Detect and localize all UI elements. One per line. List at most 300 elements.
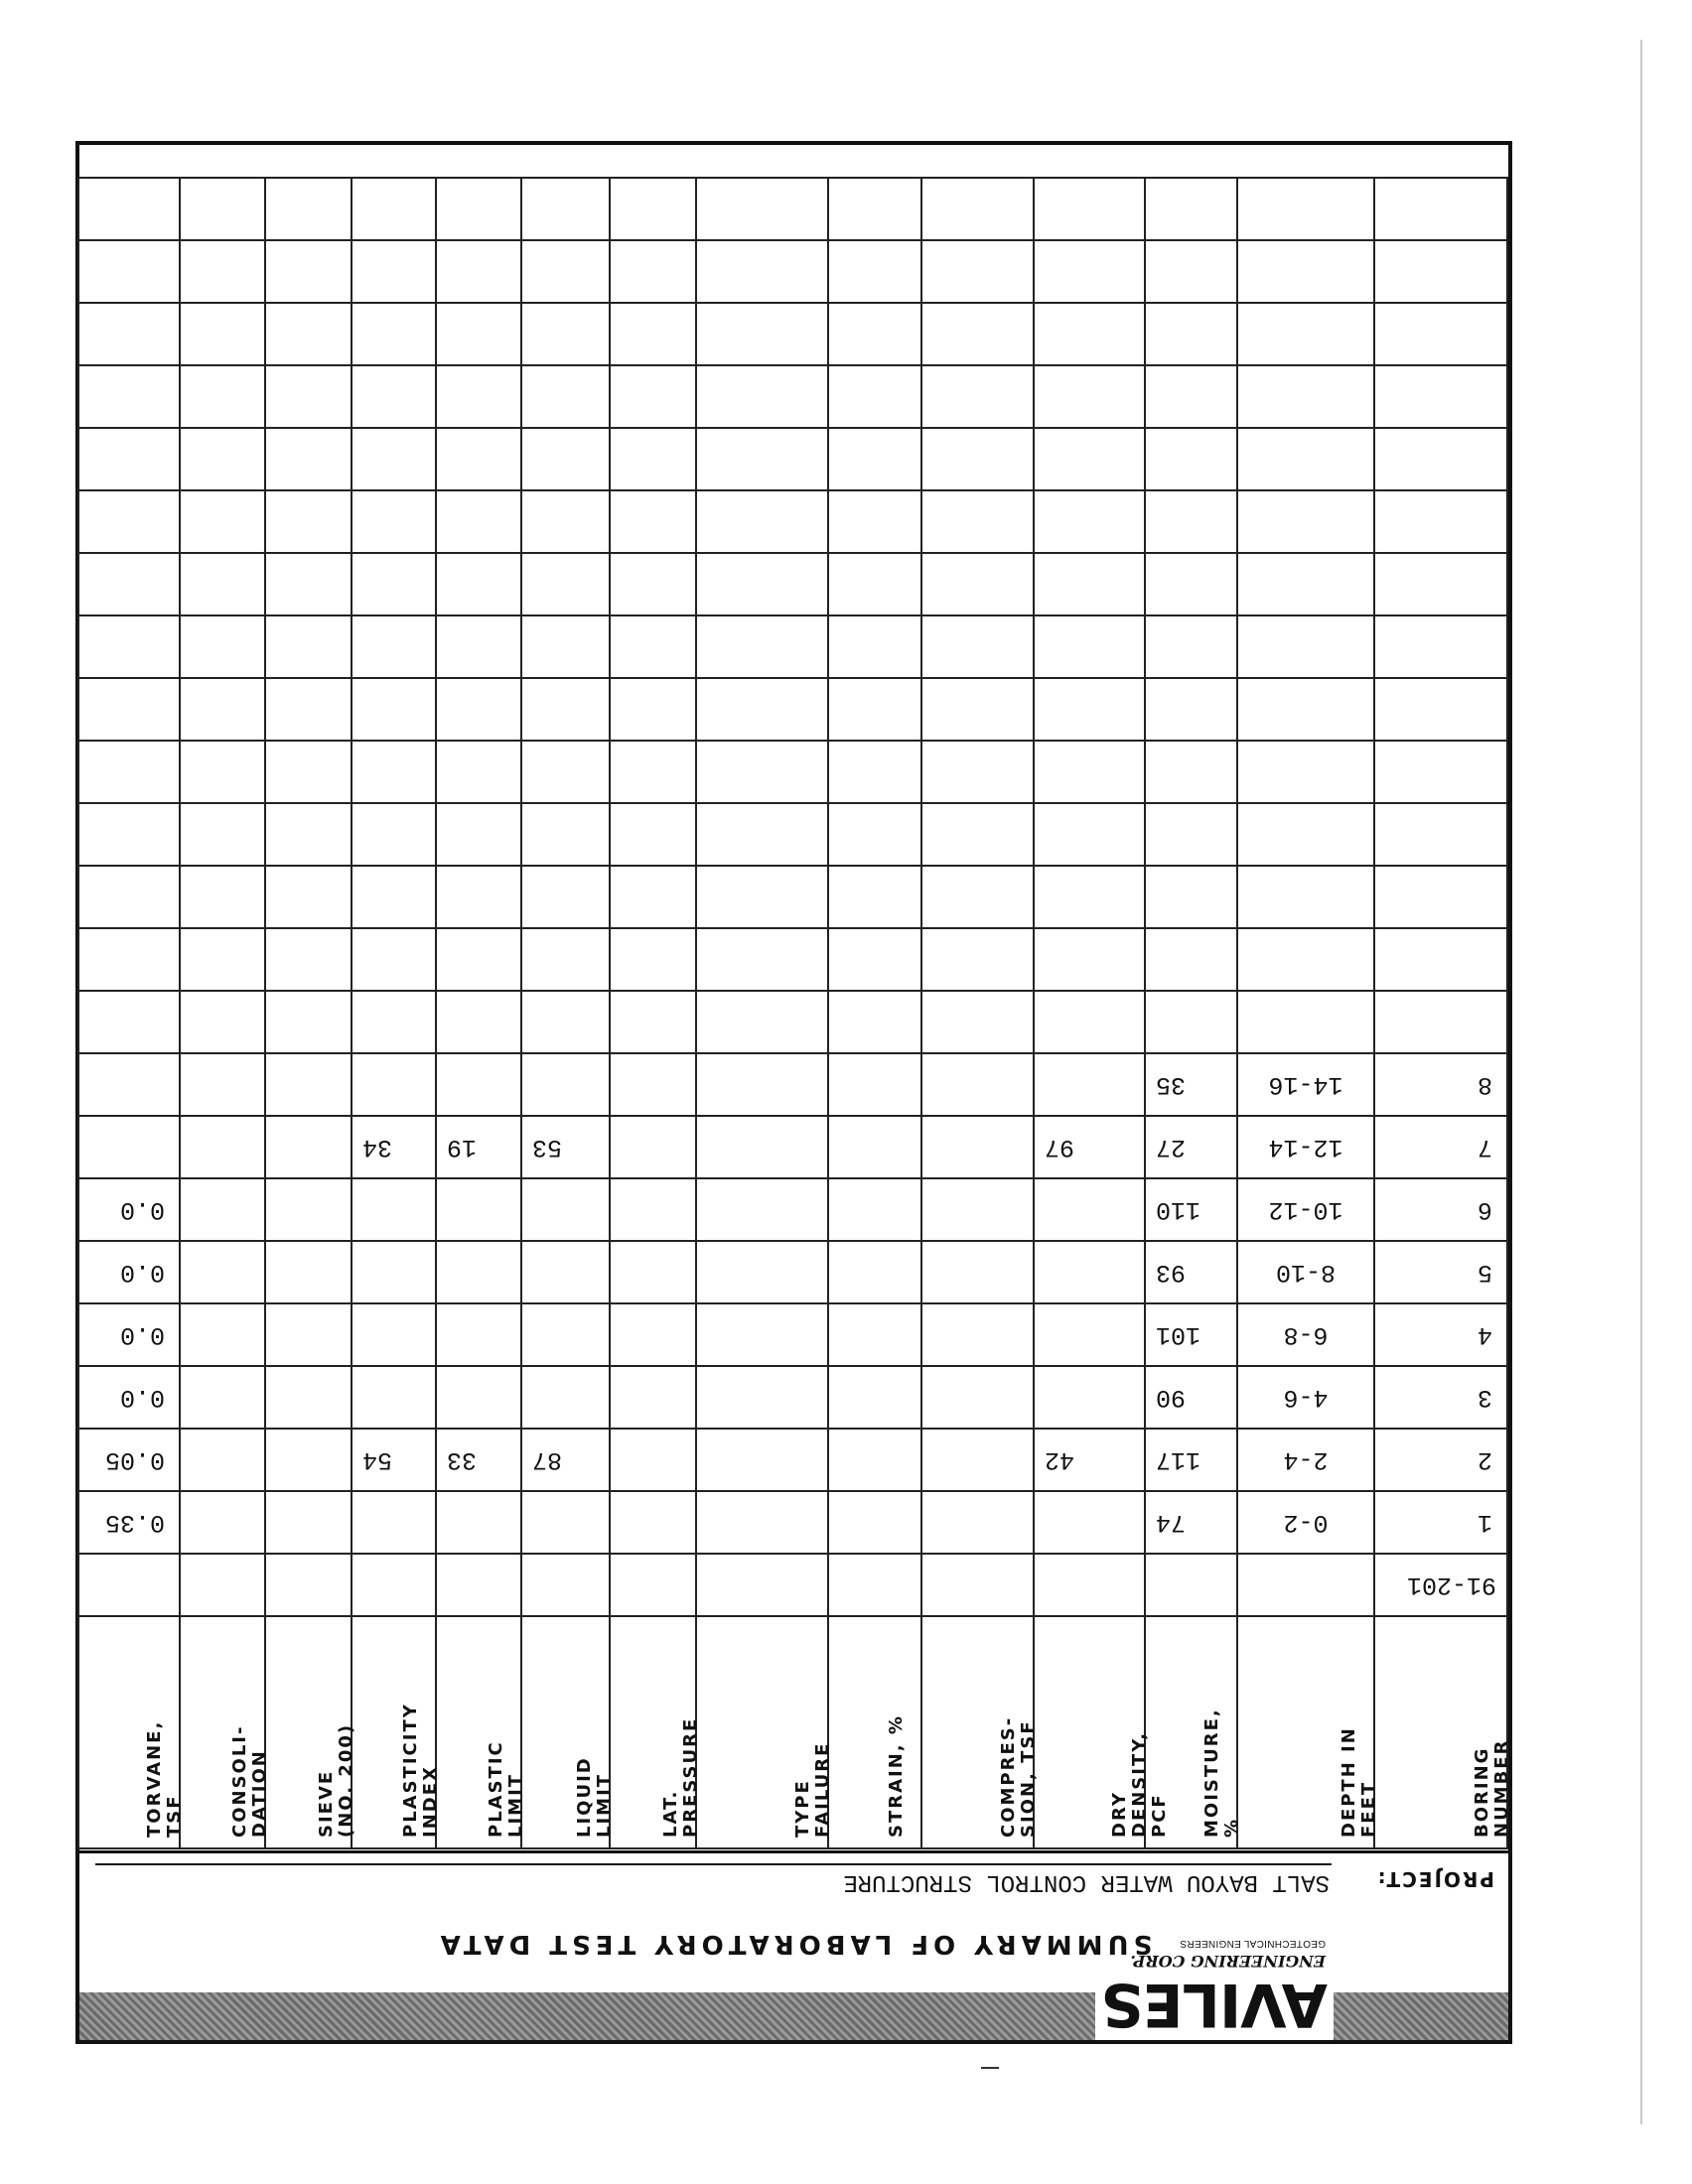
table-cell <box>265 365 352 428</box>
table-cell <box>521 866 610 928</box>
table-cell <box>265 741 352 803</box>
table-cell <box>921 490 1034 553</box>
table-cell <box>352 1366 436 1429</box>
table-cell <box>828 928 921 991</box>
table-cell: 0.05 <box>78 1429 180 1491</box>
table-cell <box>1145 991 1237 1053</box>
table-cell <box>352 178 436 240</box>
table-cell <box>828 991 921 1053</box>
table-cell <box>436 1366 521 1429</box>
table-cell <box>1237 991 1374 1053</box>
table-cell <box>828 1116 921 1178</box>
table-cell <box>265 615 352 678</box>
table-cell: 97 <box>1034 1116 1145 1178</box>
table-cell <box>180 365 265 428</box>
sample-row <box>78 1053 1507 1116</box>
table-cell <box>828 365 921 428</box>
table-cell <box>352 240 436 303</box>
table-cell <box>180 678 265 741</box>
table-cell <box>180 1366 265 1429</box>
table-cell <box>828 803 921 866</box>
table-cell <box>1145 240 1237 303</box>
table-cell <box>78 365 180 428</box>
table-cell <box>696 928 828 991</box>
company-logo-mark: AVILES <box>1101 1970 1328 2039</box>
table-cell <box>521 428 610 490</box>
table-cell <box>180 803 265 866</box>
table-cell: 12-14 <box>1237 1116 1374 1178</box>
table-cell <box>265 803 352 866</box>
table-cell <box>921 1554 1034 1616</box>
table-cell <box>828 490 921 553</box>
blank-row <box>78 928 1507 991</box>
table-cell <box>696 1053 828 1116</box>
table-cell: 33 <box>436 1429 521 1491</box>
table-cell <box>521 1053 610 1116</box>
table-cell: 10-12 <box>1237 1178 1374 1241</box>
table-cell <box>921 240 1034 303</box>
table-cell <box>921 1303 1034 1366</box>
column-header-strain: STRAIN, % <box>886 1714 907 1838</box>
table-cell <box>521 1178 610 1241</box>
table-cell <box>521 1241 610 1303</box>
table-cell <box>1034 741 1145 803</box>
project-label: PROJECT: <box>1375 1867 1494 1891</box>
table-cell <box>180 428 265 490</box>
table-cell <box>696 553 828 615</box>
table-cell: 6-8 <box>1237 1303 1374 1366</box>
table-cell <box>828 1554 921 1616</box>
header-divider <box>79 1850 1508 1853</box>
table-cell <box>352 866 436 928</box>
table-cell <box>1237 303 1374 365</box>
table-cell <box>1145 1554 1237 1616</box>
table-cell: 6 <box>1374 1178 1507 1241</box>
table-cell <box>1374 991 1507 1053</box>
table-cell <box>696 991 828 1053</box>
table-cell: 3 <box>1374 1366 1507 1429</box>
table-cell <box>696 365 828 428</box>
table-cell: 19 <box>436 1116 521 1178</box>
table-cell <box>1145 803 1237 866</box>
sample-row <box>78 1116 1507 1178</box>
table-cell <box>1145 866 1237 928</box>
table-cell <box>521 303 610 365</box>
column-header-compression: COMPRES- SION, TSF <box>998 1715 1039 1838</box>
table-cell <box>521 803 610 866</box>
table-cell <box>180 1429 265 1491</box>
table-cell <box>352 1554 436 1616</box>
table-cell <box>436 303 521 365</box>
table-cell <box>352 1053 436 1116</box>
table-cell <box>610 1554 696 1616</box>
table-cell <box>610 866 696 928</box>
table-cell <box>180 1303 265 1366</box>
table-cell <box>610 1116 696 1178</box>
table-cell <box>610 303 696 365</box>
table-cell <box>265 1429 352 1491</box>
scan-margin-line <box>1640 40 1642 2124</box>
table-cell <box>180 490 265 553</box>
table-cell <box>696 1178 828 1241</box>
table-cell <box>696 1429 828 1491</box>
table-cell <box>696 1554 828 1616</box>
table-cell <box>1034 615 1145 678</box>
table-cell <box>828 553 921 615</box>
table-cell <box>828 678 921 741</box>
table-cell <box>521 490 610 553</box>
table-cell <box>436 553 521 615</box>
table-cell <box>828 1178 921 1241</box>
table-cell <box>1034 428 1145 490</box>
table-cell: 54 <box>352 1429 436 1491</box>
table-cell <box>696 803 828 866</box>
table-cell <box>696 1366 828 1429</box>
table-cell <box>1145 553 1237 615</box>
table-cell <box>696 240 828 303</box>
table-cell <box>265 240 352 303</box>
table-cell <box>265 1491 352 1554</box>
blank-row <box>78 678 1507 741</box>
table-cell <box>521 365 610 428</box>
table-cell <box>352 741 436 803</box>
column-header-lat-pressure: LAT. PRESSURE <box>660 1716 701 1838</box>
column-header-plasticity-index: PLASTICITY INDEX <box>400 1703 441 1838</box>
table-cell <box>1034 1491 1145 1554</box>
table-cell <box>180 553 265 615</box>
company-subtitle: GEOTECHNICAL ENGINEERS <box>1180 1938 1326 1949</box>
table-cell <box>265 1241 352 1303</box>
table-cell <box>78 928 180 991</box>
form-frame <box>75 141 1512 2044</box>
table-cell: 1 <box>1374 1491 1507 1554</box>
table-cell <box>1145 678 1237 741</box>
table-cell <box>1034 553 1145 615</box>
table-cell <box>1374 428 1507 490</box>
table-cell <box>921 178 1034 240</box>
table-cell <box>696 428 828 490</box>
table-cell <box>265 1116 352 1178</box>
table-cell <box>610 178 696 240</box>
table-cell <box>521 1366 610 1429</box>
table-cell <box>352 1241 436 1303</box>
header-cell <box>696 1616 833 1848</box>
table-cell <box>696 1241 828 1303</box>
table-cell <box>921 1366 1034 1429</box>
table-cell <box>696 1491 828 1554</box>
table-cell <box>1034 1554 1145 1616</box>
table-cell <box>1237 928 1374 991</box>
table-cell: 0-2 <box>1237 1491 1374 1554</box>
table-cell <box>1237 240 1374 303</box>
table-cell <box>1145 928 1237 991</box>
table-cell <box>180 303 265 365</box>
header-cell <box>828 1616 921 1848</box>
blank-row <box>78 365 1507 428</box>
table-cell <box>610 615 696 678</box>
table-cell: 14-16 <box>1237 1053 1374 1116</box>
table-cell <box>78 991 180 1053</box>
table-cell <box>1237 553 1374 615</box>
sample-row <box>78 1178 1507 1241</box>
table-cell <box>921 928 1034 991</box>
table-cell <box>1374 365 1507 428</box>
table-cell <box>696 1303 828 1366</box>
table-cell <box>610 490 696 553</box>
table-cell <box>265 553 352 615</box>
table-cell <box>521 1303 610 1366</box>
boring-id-row <box>78 1554 1507 1616</box>
table-cell <box>436 1554 521 1616</box>
blank-row <box>78 741 1507 803</box>
table-cell <box>521 553 610 615</box>
table-cell <box>436 240 521 303</box>
table-cell <box>180 1554 265 1616</box>
table-cell <box>265 1366 352 1429</box>
table-cell <box>180 178 265 240</box>
table-cell <box>828 741 921 803</box>
table-cell <box>1034 1053 1145 1116</box>
table-cell <box>352 678 436 741</box>
table-cell: 34 <box>352 1116 436 1178</box>
table-cell <box>921 1178 1034 1241</box>
table-cell <box>610 428 696 490</box>
table-cell <box>78 803 180 866</box>
table-cell <box>1237 490 1374 553</box>
column-header-moisture: MOISTURE, % <box>1201 1707 1242 1838</box>
table-cell <box>828 240 921 303</box>
table-cell <box>610 803 696 866</box>
table-cell <box>436 365 521 428</box>
table-cell <box>921 1116 1034 1178</box>
table-cell <box>521 1491 610 1554</box>
table-cell <box>1237 365 1374 428</box>
table-cell <box>352 303 436 365</box>
table-cell <box>696 615 828 678</box>
table-cell <box>352 428 436 490</box>
table-cell <box>1034 991 1145 1053</box>
column-header-plastic-limit: PLASTIC LIMIT <box>486 1740 526 1838</box>
table-cell: 101 <box>1145 1303 1237 1366</box>
table-cell <box>921 615 1034 678</box>
header-cell <box>180 1616 270 1848</box>
table-cell <box>78 178 180 240</box>
table-cell <box>78 240 180 303</box>
table-cell <box>610 1429 696 1491</box>
header-cell <box>352 1616 441 1848</box>
table-cell <box>352 365 436 428</box>
table-cell <box>521 178 610 240</box>
table-cell <box>265 178 352 240</box>
table-cell <box>921 803 1034 866</box>
sample-row <box>78 1429 1507 1491</box>
table-cell <box>696 178 828 240</box>
blank-row <box>78 303 1507 365</box>
blank-row <box>78 428 1507 490</box>
table-cell <box>1034 678 1145 741</box>
table-cell <box>1374 553 1507 615</box>
blank-row <box>78 991 1507 1053</box>
table-cell <box>180 866 265 928</box>
column-header-row <box>78 1616 1507 1848</box>
table-cell <box>610 1178 696 1241</box>
table-cell <box>265 991 352 1053</box>
table-cell <box>436 428 521 490</box>
table-cell <box>1145 365 1237 428</box>
table-cell: 42 <box>1034 1429 1145 1491</box>
table-cell <box>610 1303 696 1366</box>
sample-row <box>78 1241 1507 1303</box>
table-cell <box>696 678 828 741</box>
lab-test-table-body <box>78 178 1512 1848</box>
table-cell <box>521 991 610 1053</box>
table-cell <box>436 1178 521 1241</box>
header-cell <box>1374 1616 1512 1848</box>
table-cell: 90 <box>1145 1366 1237 1429</box>
table-cell <box>610 741 696 803</box>
table-cell <box>265 1178 352 1241</box>
column-header-type-failure: TYPE FAILURE <box>792 1741 833 1838</box>
table-cell <box>1374 490 1507 553</box>
table-cell <box>436 615 521 678</box>
table-cell: 2 <box>1374 1429 1507 1491</box>
table-cell <box>180 1053 265 1116</box>
table-cell <box>828 1429 921 1491</box>
table-cell <box>78 428 180 490</box>
blank-row <box>78 178 1507 240</box>
table-cell <box>610 928 696 991</box>
table-cell <box>265 678 352 741</box>
table-cell <box>696 1116 828 1178</box>
table-cell <box>828 1366 921 1429</box>
column-header-depth: DEPTH IN FEET <box>1339 1726 1379 1838</box>
table-cell <box>1145 615 1237 678</box>
table-cell <box>1034 303 1145 365</box>
table-cell <box>1374 178 1507 240</box>
table-cell <box>1034 365 1145 428</box>
blank-row <box>78 866 1507 928</box>
header-cell <box>610 1616 701 1848</box>
table-cell <box>696 303 828 365</box>
table-cell <box>828 1491 921 1554</box>
table-cell <box>921 1241 1034 1303</box>
table-cell <box>921 303 1034 365</box>
table-cell <box>1034 803 1145 866</box>
table-cell <box>1374 240 1507 303</box>
table-cell <box>1034 1366 1145 1429</box>
table-cell <box>78 866 180 928</box>
table-cell <box>352 553 436 615</box>
table-cell <box>1237 178 1374 240</box>
table-cell <box>352 490 436 553</box>
sample-row <box>78 1366 1507 1429</box>
table-cell <box>436 866 521 928</box>
table-cell: 87 <box>521 1429 610 1491</box>
table-cell: 27 <box>1145 1116 1237 1178</box>
table-cell <box>265 428 352 490</box>
table-cell: 4-6 <box>1237 1366 1374 1429</box>
table-cell <box>1145 428 1237 490</box>
table-cell <box>436 678 521 741</box>
table-cell <box>921 428 1034 490</box>
column-header-consolidation: CONSOLI- DATION <box>229 1724 270 1838</box>
table-cell <box>180 1116 265 1178</box>
table-cell: 0.0 <box>78 1366 180 1429</box>
blank-row <box>78 615 1507 678</box>
table-cell <box>436 178 521 240</box>
table-cell <box>828 1303 921 1366</box>
table-cell <box>921 365 1034 428</box>
scan-mark <box>981 2067 999 2069</box>
table-cell <box>921 553 1034 615</box>
table-cell <box>78 1053 180 1116</box>
table-cell <box>1374 678 1507 741</box>
table-cell <box>1374 303 1507 365</box>
table-cell <box>265 490 352 553</box>
table-cell <box>1374 741 1507 803</box>
table-cell <box>180 240 265 303</box>
column-header-sieve: SIEVE (NO. 200) <box>316 1722 356 1838</box>
table-cell <box>828 615 921 678</box>
table-cell <box>828 1241 921 1303</box>
table-cell <box>78 1116 180 1178</box>
lab-test-table <box>77 177 1512 1849</box>
table-cell <box>521 240 610 303</box>
table-cell <box>521 678 610 741</box>
table-cell: 0.35 <box>78 1491 180 1554</box>
table-cell <box>921 741 1034 803</box>
table-cell <box>610 553 696 615</box>
table-cell <box>265 1303 352 1366</box>
sample-row <box>78 1491 1507 1554</box>
table-cell <box>610 1366 696 1429</box>
table-cell: 110 <box>1145 1178 1237 1241</box>
table-cell <box>436 1491 521 1554</box>
table-cell <box>352 1178 436 1241</box>
table-cell <box>828 178 921 240</box>
table-cell <box>1034 1303 1145 1366</box>
table-cell: 35 <box>1145 1053 1237 1116</box>
table-cell <box>78 678 180 741</box>
table-cell <box>436 1053 521 1116</box>
table-cell <box>1374 803 1507 866</box>
column-header-boring-number: BORING NUMBER <box>1472 1738 1512 1838</box>
table-cell <box>828 428 921 490</box>
table-cell: 53 <box>521 1116 610 1178</box>
table-cell <box>352 1303 436 1366</box>
table-cell <box>436 991 521 1053</box>
table-cell <box>1237 678 1374 741</box>
table-cell <box>1237 741 1374 803</box>
table-cell: 8-10 <box>1237 1241 1374 1303</box>
table-cell: 93 <box>1145 1241 1237 1303</box>
table-cell: 5 <box>1374 1241 1507 1303</box>
table-cell <box>1145 741 1237 803</box>
table-cell <box>352 928 436 991</box>
table-cell <box>610 240 696 303</box>
table-cell: 0.0 <box>78 1178 180 1241</box>
column-header-torvane: TORVANE, TSF <box>144 1719 185 1838</box>
column-header-dry-density: DRY DENSITY, PCF <box>1109 1730 1170 1838</box>
table-cell <box>78 303 180 365</box>
table-cell <box>436 490 521 553</box>
table-cell <box>921 866 1034 928</box>
table-cell <box>1374 928 1507 991</box>
table-cell <box>921 1429 1034 1491</box>
table-cell <box>1145 178 1237 240</box>
table-cell <box>1145 490 1237 553</box>
table-cell <box>78 1554 180 1616</box>
